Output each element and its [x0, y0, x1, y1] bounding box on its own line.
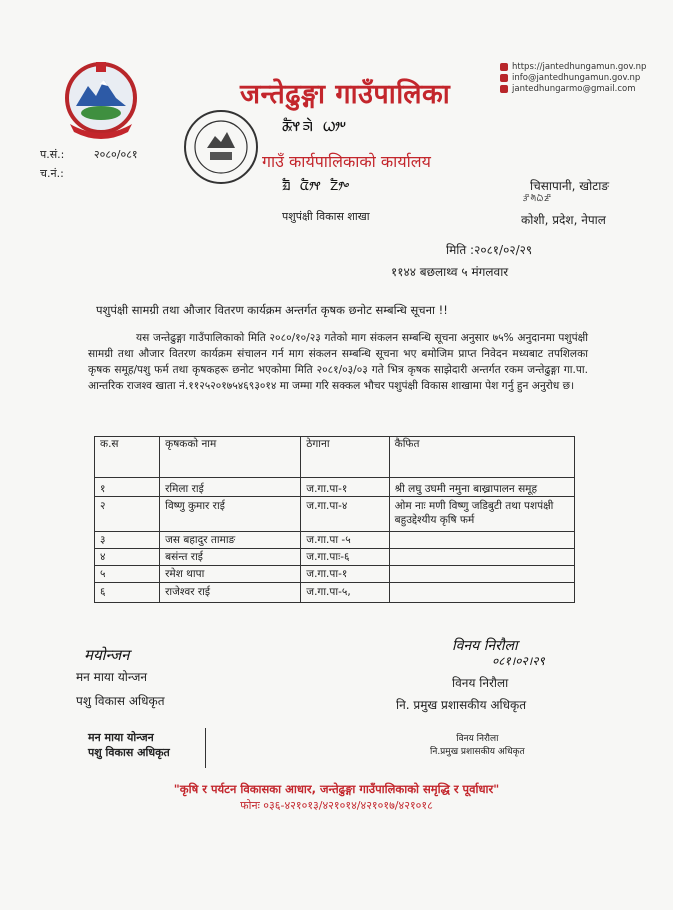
nepal-emblem-icon [62, 58, 140, 140]
letter-number-value: २०८०/०८१ [93, 148, 138, 161]
right-stamp [430, 733, 525, 759]
left-stamp-name: मन माया योन्जन [88, 731, 154, 744]
footer-slogan: "कृषि र पर्यटन विकासका आधार, जन्तेढुङ्गा गाउँपालिकाको समृद्धि र पूर्वाधार" [173, 782, 500, 796]
left-signature: मयोन्जन [84, 646, 130, 664]
table-row [95, 497, 575, 532]
cell-remarks [389, 583, 574, 603]
email-link[interactable]: info@jantedhungamun.gov.np [512, 73, 641, 83]
dispatch-number-label: च.नं.: [40, 167, 64, 180]
website-link[interactable]: https://jantedhungamun.gov.np [512, 62, 647, 72]
cell-name: जस बहादुर तामाङ [160, 532, 301, 549]
stamp-divider [205, 728, 206, 768]
email2-link[interactable]: jantedhungarmo@gmail.com [512, 84, 636, 94]
table-row [95, 566, 575, 583]
org-name-script: ᤊᤠᤶᤈᤧ ᤐᤣᤸ [282, 114, 348, 136]
cell-name: राजेश्वर राई [160, 583, 301, 603]
email-icon [500, 74, 508, 82]
right-stamp-name: विनय निरौला [456, 734, 499, 744]
cell-address: ज.गा.पाः-६ [301, 549, 389, 566]
office-seal-stamp [182, 108, 260, 186]
cell-serial: ६ [95, 583, 160, 603]
body-paragraph [88, 330, 588, 394]
address-line1: चिसापानी, खोटाङ [530, 179, 609, 193]
right-stamp-title: नि.प्रमुख प्रशासकीय अधिकृत [430, 747, 525, 757]
date-label: मिति :२०८१/०२/२९ [446, 243, 533, 257]
cell-serial: २ [95, 497, 160, 532]
left-stamp [88, 730, 170, 760]
table-row [95, 549, 575, 566]
cell-remarks [389, 566, 574, 583]
address-line2: कोशी, प्रदेश, नेपाल [521, 213, 606, 227]
cell-address: ज.गा.पा-१ [301, 478, 389, 497]
office-name-script: ᤀᤠ ᤂᤥᤶ ᤁᤥᤴ [282, 175, 352, 195]
cell-remarks: श्री लघु उघमी नमुना बाख्रापालन समूह [389, 478, 574, 497]
cell-remarks [389, 532, 574, 549]
table-row [95, 532, 575, 549]
left-signer-name: मन माया योन्जन [76, 670, 148, 684]
cell-serial: ५ [95, 566, 160, 583]
cell-remarks [389, 549, 574, 566]
email-icon [500, 85, 508, 93]
cell-serial: १ [95, 478, 160, 497]
cell-remarks: ओम नाः मणी विष्णु जडिबुटी तथा पशपंक्षी बहुउद्देश्यीय कृषि फर्म [389, 497, 574, 532]
cell-address: ज.गा.पा-५, [301, 583, 389, 603]
contact-block [500, 62, 646, 95]
right-signature: विनय निरौला [452, 638, 518, 654]
selected-farmers-table [94, 436, 575, 603]
table-row [95, 478, 575, 497]
cell-name: बसंन्त राई [160, 549, 301, 566]
right-signature-date: ०८१।०२।२९ [492, 654, 545, 668]
globe-icon [500, 63, 508, 71]
right-signer-title: नि. प्रमुख प्रशासकीय अधिकृत [396, 698, 527, 712]
letter-number [40, 147, 138, 162]
left-signer-title: पशु विकास अधिकृत [76, 694, 165, 708]
letter-number-label: प.सं.: [40, 148, 65, 161]
col-address: ठेगाना [301, 437, 389, 478]
branch-name: पशुपंक्षी विकास शाखा [282, 210, 370, 223]
table-header-row [95, 437, 575, 478]
body-text: यस जन्तेढुङ्गा गाउँपालिकाको मिति २०८०/१०/२३ गतेको माग संकलन सम्बन्धि सूचना अनुसार ७५% अनुदानमा पशुपंक्षी सामग्री तथा औजार वितरण कार्यक्रम संचालन गर्न माग संकलन सम्बन्धि सूचना भए बमोजिम प्राप्त निवेदन मध्यबाट तपशिलका कृषक समूह/पशु फर्म तथा कृषकहरू छनोट भएकोमा मिति २०८१/०३/०३ गते भित्र कृषक साझेदारी अन्तर्गत रकम जन्तेढुङ्गा गा.पा. आन्तरिक राजश्व खाता नं.११२५२०१७५४६९३०१४ मा जम्मा गरि सक्कल भौचर पशुपंक्षी विकास शाखामा पेश गर्नु हुन अनुरोध छ। [88, 332, 588, 392]
col-serial: क.स [95, 437, 160, 478]
cell-name: रमिला राई [160, 478, 301, 497]
footer-phone: फोनः ०३६-४२१०१३/४२१०१४/४२१०१७/४२१०१८ [240, 799, 433, 812]
right-signer-name: विनय निरौला [452, 676, 509, 690]
office-name: गाउँ कार्यपालिकाको कार्यालय [262, 152, 431, 171]
col-farmer-name: कृषकको नाम [160, 437, 301, 478]
left-stamp-title: पशु विकास अधिकृत [88, 746, 170, 759]
cell-address: ज.गा.पा-४ [301, 497, 389, 532]
cell-name: विष्णु कुमार राई [160, 497, 301, 532]
address-script: ᤋᤡᤛᤠᤐᤠᤏᤡ [523, 193, 553, 204]
cell-serial: ४ [95, 549, 160, 566]
subject-line: पशुपंक्षी सामग्री तथा औजार वितरण कार्यक्रम अन्तर्गत कृषक छनोट सम्बन्धि सूचना !! [96, 303, 448, 317]
col-remarks: कैफित [389, 437, 574, 478]
org-name: जन्तेढुङ्गा गाउँपालिका [240, 79, 451, 110]
cell-name: रमेश थापा [160, 566, 301, 583]
cell-address: ज.गा.पा-१ [301, 566, 389, 583]
kirat-date: ११४४ बछलाथ्व ५ मंगलवार [391, 265, 509, 279]
table-row [95, 583, 575, 603]
cell-serial: ३ [95, 532, 160, 549]
cell-address: ज.गा.पा -५ [301, 532, 389, 549]
